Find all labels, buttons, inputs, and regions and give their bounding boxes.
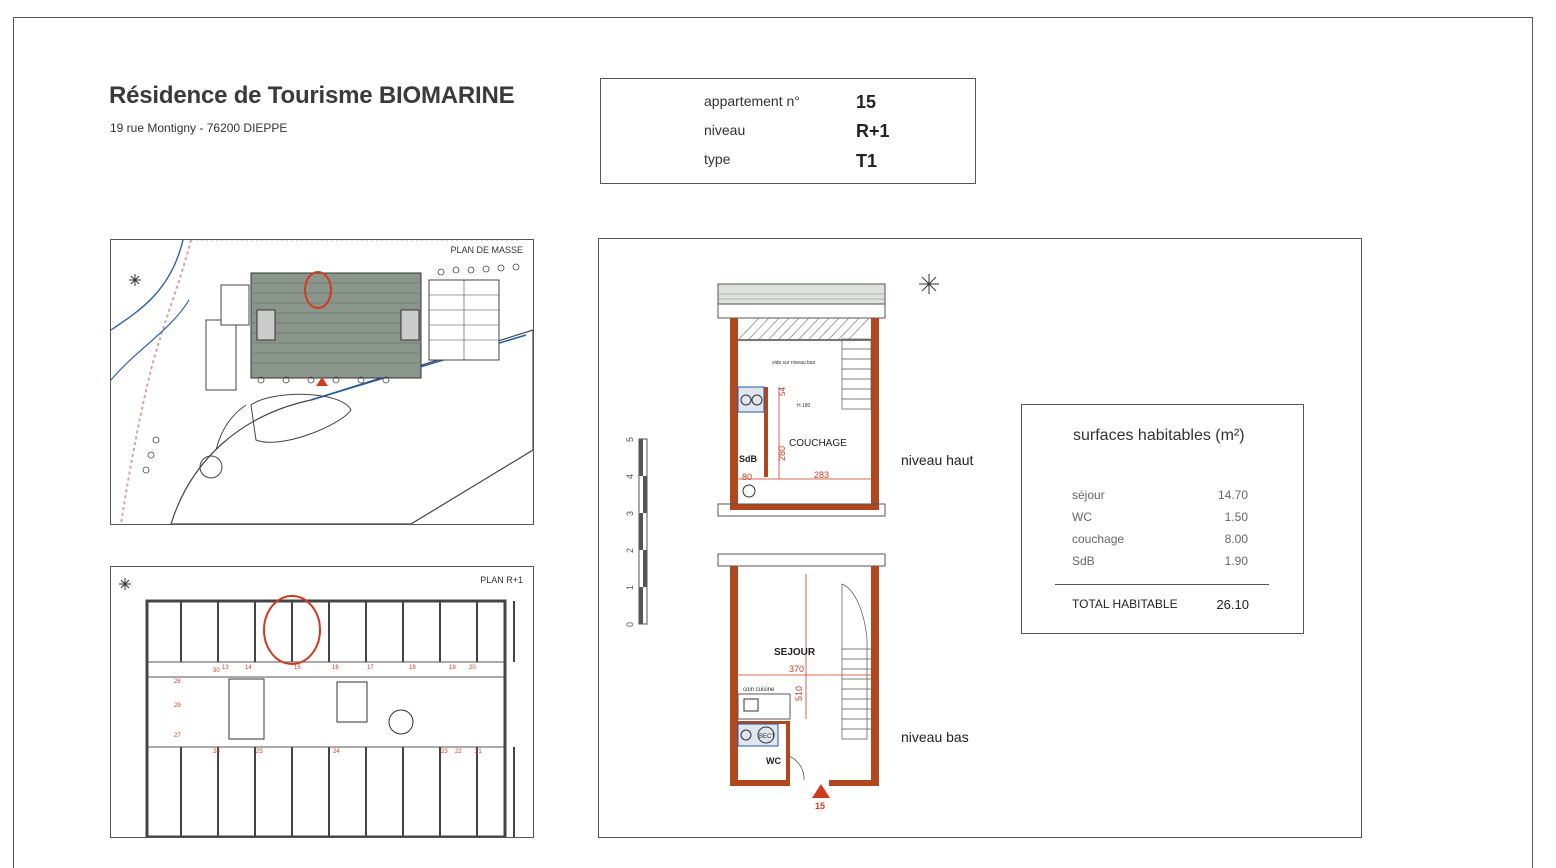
stair-lower xyxy=(842,584,871,739)
niveau-bas-plan xyxy=(718,554,885,811)
scale-tick-label: 3 xyxy=(625,510,635,516)
building-outline xyxy=(147,601,505,837)
niveau-haut-label: niveau haut xyxy=(901,452,974,468)
unit-number: 29 xyxy=(174,703,181,709)
roof-annex-left xyxy=(257,310,275,340)
surface-label: séjour xyxy=(1072,488,1105,502)
unit-number: 13 xyxy=(222,665,229,671)
total-value: 26.10 xyxy=(1216,597,1249,612)
unit-number: 20 xyxy=(469,665,476,671)
plan-r1-title: PLAN R+1 xyxy=(480,575,523,585)
unit-number: 14 xyxy=(245,665,252,671)
niveau-label: niveau xyxy=(704,122,746,138)
attic-strip xyxy=(718,304,885,318)
door-swing xyxy=(789,756,804,780)
unit-number: 28 xyxy=(174,679,181,685)
divider xyxy=(1055,584,1269,585)
vide-label: vide sur niveau bas xyxy=(772,360,816,366)
page-title: Résidence de Tourisme BIOMARINE xyxy=(109,82,515,109)
unit-number: 27 xyxy=(174,733,181,739)
side-building-2 xyxy=(221,285,249,325)
room-sdb: SdB xyxy=(739,454,757,464)
entrance-marker xyxy=(812,784,830,798)
surface-label: WC xyxy=(1072,510,1092,524)
unit-number: 25 xyxy=(256,749,263,755)
river-line xyxy=(111,240,183,330)
surface-value: 1.50 xyxy=(1224,510,1248,524)
niveau-haut-plan xyxy=(718,284,885,516)
niveau-bas-label: niveau bas xyxy=(901,729,969,745)
unit-number: 19 xyxy=(449,665,456,671)
scale-tick-label: 5 xyxy=(625,436,635,442)
surface-row xyxy=(1072,488,1248,502)
sdb-partition xyxy=(764,387,768,477)
compass-icon xyxy=(129,274,141,286)
floor-plan-r1-drawing xyxy=(111,567,533,837)
surfaces-title: surfaces habitables (m²) xyxy=(1073,427,1245,444)
surface-value: 8.00 xyxy=(1224,532,1248,546)
scale-bar xyxy=(639,439,647,624)
plan-de-masse-panel xyxy=(110,239,534,525)
scale-tick-label: 0 xyxy=(625,621,635,627)
upper-units xyxy=(147,662,505,747)
spiral-stair xyxy=(389,710,413,734)
appartement-value: 15 xyxy=(856,92,877,112)
unit-number: 15 xyxy=(294,665,301,671)
compass-icon xyxy=(919,274,939,294)
address: 19 rue Montigny - 76200 DIEPPE xyxy=(110,121,288,135)
plan-de-masse-title: PLAN DE MASSE xyxy=(450,245,523,255)
lift-core xyxy=(337,682,367,722)
roof-annex-right xyxy=(401,310,419,340)
wall-bottom-left xyxy=(730,780,790,786)
apartment-info-box xyxy=(600,78,976,184)
surface-value: 14.70 xyxy=(1217,488,1248,502)
wall-left xyxy=(730,318,738,508)
unit-number: 16 xyxy=(332,665,339,671)
scale-tick-label: 4 xyxy=(625,473,635,479)
surface-label: couchage xyxy=(1072,532,1125,546)
stair-upper xyxy=(842,339,871,409)
dim-283: 283 xyxy=(814,470,830,480)
dim-280: 280 xyxy=(777,445,787,461)
wall-right xyxy=(871,318,879,508)
dim-54: 54 xyxy=(778,387,787,396)
surface-row xyxy=(1072,532,1248,546)
total-row xyxy=(1072,597,1249,611)
coin-cuisine-label: coin cuisine xyxy=(743,687,775,693)
room-wc: WC xyxy=(766,756,781,766)
scale-tick-label: 1 xyxy=(625,584,635,590)
spacer xyxy=(799,414,871,415)
surface-value: 1.90 xyxy=(1224,554,1248,568)
surface-row xyxy=(1072,554,1248,568)
compass-icon xyxy=(119,578,131,590)
building-roof xyxy=(251,273,421,378)
scale-tick-label: 2 xyxy=(625,547,635,553)
dim-510: 510 xyxy=(794,685,804,701)
site-plan-drawing xyxy=(111,240,533,524)
water-heater-label: BECT xyxy=(759,734,776,740)
shower-drain-icon xyxy=(743,485,755,497)
kitchen-counter xyxy=(738,694,790,719)
niveau-value: R+1 xyxy=(856,121,890,141)
surface-row xyxy=(1072,510,1248,524)
room-sejour: SEJOUR xyxy=(774,647,816,658)
unit-number: 23 xyxy=(441,749,448,755)
wall-bottom xyxy=(730,504,879,510)
plan-r1-panel xyxy=(110,566,534,838)
wc-partition xyxy=(786,724,790,780)
side-building xyxy=(206,320,236,390)
type-label: type xyxy=(704,151,731,167)
appartement-label: appartement n° xyxy=(704,93,800,109)
wall-bottom-right xyxy=(829,780,879,786)
unit-number: 21 xyxy=(475,749,482,755)
property-boundary xyxy=(121,240,191,524)
type-value: T1 xyxy=(856,151,878,171)
unit-number: 24 xyxy=(333,749,340,755)
river-line-2 xyxy=(111,300,189,380)
unit-number: 18 xyxy=(409,665,416,671)
unit-number: 30 xyxy=(213,668,220,674)
unit-number: 22 xyxy=(455,749,462,755)
wall-left-lower xyxy=(730,566,738,786)
unit-number: 26 xyxy=(213,749,220,755)
dim-370: 370 xyxy=(789,664,805,674)
total-label: TOTAL HABITABLE xyxy=(1072,597,1178,611)
room-couchage: COUCHAGE xyxy=(789,438,847,449)
unit-walls xyxy=(181,601,514,837)
surfaces-table xyxy=(1021,404,1304,634)
stair-core xyxy=(229,679,264,739)
hatch xyxy=(739,318,869,339)
surface-label: SdB xyxy=(1072,554,1095,568)
dim-80: 80 xyxy=(742,472,753,482)
height-label: H 180 xyxy=(797,403,811,409)
unit-number: 17 xyxy=(367,665,374,671)
wall-right-lower xyxy=(871,566,879,786)
unit-number-labels xyxy=(174,665,482,755)
top-slab xyxy=(718,554,885,566)
entry-number: 15 xyxy=(815,801,826,811)
